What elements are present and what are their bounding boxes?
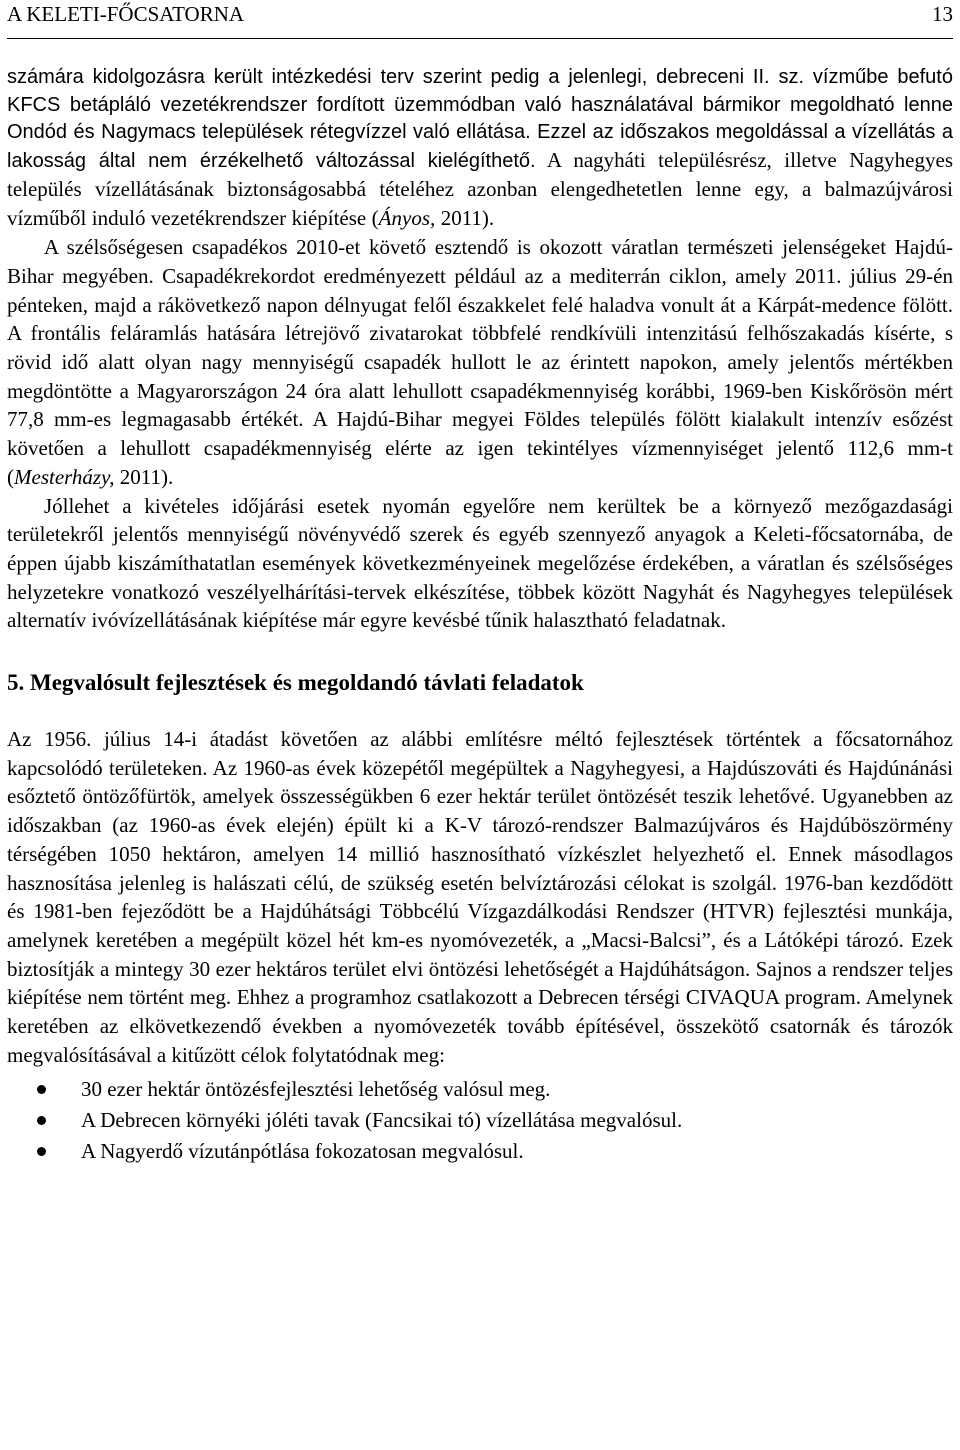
bullet-icon bbox=[37, 1147, 46, 1156]
citation-mesterhazy: Mesterházy, bbox=[14, 464, 115, 489]
bullet-icon bbox=[37, 1085, 46, 1094]
document-page bbox=[7, 0, 953, 1167]
paragraph-developments: Az 1956. július 14-i átadást követően az alábbi említésre méltó fejlesztések történtek a főcsatornához kapcsolódó területeken. Az 1960-as évek közepétől megépültek a Nagyhegyesi, a Hajdúszováti és Hajdúnánási esőztető öntözőfürtök, amelyek összességükben 6 ezer hektár terület öntözését teszik lehetővé. Ugyanebben az időszakban (az 1960-as évek elején) épült ki a K-V tározó-rendszer Balmazújváros és Hajdúböszörmény térségében 1050 hektáron, amelyen 14 millió hasznosítható vízkészlet helyezhető el. Ennek másodlagos hasznosítása jelenleg is halászati célú, de szükség esetén belvíztározási célokat is szolgál. 1976-ban kezdődött és 1981-ben fejeződött be a Hajdúhátsági Többcélú Vízgazdálkodási Rendszer (HTVR) fejlesztési munkája, amelynek keretében a megépült közel hét km-es nyomóvezeték, a „Macsi-Balcsi”, és a Látóképi tározó. Ezek biztosítják a mintegy 30 ezer hektáros terület elvi öntözési lehetőségét a Hajdúhátságon. Sajnos a rendszer teljes kiépítése nem történt meg. Ehhez a programhoz csatlakozott a Debrecen térségi CIVAQUA program. Amelynek keretében az elkövetkezendő években a nyomóvezeték tovább építésével, összekötő csatornák és tározók megvalósításával a kitűzött célok folytatódnak meg: bbox=[7, 727, 953, 1067]
running-header bbox=[7, 0, 953, 39]
paragraph-water-supply bbox=[7, 64, 953, 233]
list-item bbox=[7, 1105, 953, 1136]
bullet-icon bbox=[37, 1116, 46, 1125]
paragraph-sans-text: számára kidolgozásra került intézkedési terv szerint pedig a jelenlegi, debreceni II. sz. vízműbe befutó KFCS betápláló vezetékrendszer fordított üzemmódban való használatával bármikor megoldható lenne Ondód és Nagymacs települések rétegvízzel való ellátása. Ezzel az időszakos megoldással a vízellátás a lakosság által nem érzékelhető változással kielégíthető. bbox=[7, 66, 953, 173]
paragraph-rainfall-text: A szélsőségesen csapadékos 2010-et követő esztendő is okozott váratlan természeti jelenségeket Hajdú-Bihar megyében. Csapadékrekordot eredményezett például az a mediterrán ciklon, amely 2011. július 29-én pénteken, majd a rákövetkező napon délnyugat felől északkelet felé haladva vonult át a Kárpát-medence fölött. A frontális feláramlás hatására létrejövő zivatarokat többfelé rendkívüli intenzitású felhőszakadás kísérte, s rövid idő alatt olyan nagy mennyiségű csapadék hullott le az érintett napokon, amely jelentős mértékben megdöntötte a Magyarországon 24 óra alatt lehullott csapadékmennyiség korábbi, 1969-ben Kiskőrösön mért 77,8 mm-es legmagasabb értékét. A Hajdú-Bihar megyei Földes település fölött kialakult intenzív esőzést követően a lehullott csapadékmennyiség elérte az igen tekintélyes vízmennyiséget jelentő 112,6 mm-t ( bbox=[7, 235, 953, 489]
citation-anyos: Ányos, bbox=[378, 205, 436, 230]
section-heading: 5. Megvalósult fejlesztések és megoldandó távlati feladatok bbox=[7, 670, 584, 696]
list-item bbox=[7, 1074, 953, 1105]
paragraph-risk: Jóllehet a kivételes időjárási esetek nyomán egyelőre nem kerültek be a környező mezőgazdasági területekről jelentős mennyiségű növényvédő szerek és egyéb szennyező anyagok a Keleti-főcsatornába, de éppen újabb kiszámíthatatlan események következményeinek megelőzése érdekében, a váratlan és szélsőséges helyzetekre vonatkozó veszélyelhárítási-tervek elkészítése, többek között Nagyhát és Nagyhegyes települések alternatív ivóvízellátásának kiépítése már egyre kevésbé tűnik halasztható feladatnak. bbox=[7, 493, 953, 633]
list-item-text: A Debrecen környéki jóléti tavak (Fancsikai tó) vízellátása megvalósul. bbox=[81, 1107, 683, 1132]
paragraph-rainfall bbox=[7, 233, 953, 491]
citation-year: 2011). bbox=[114, 464, 174, 489]
list-item-text: 30 ezer hektár öntözésfejlesztési lehetőség valósul meg. bbox=[81, 1076, 551, 1101]
list-item bbox=[7, 1136, 953, 1167]
citation-year: 2011). bbox=[435, 205, 495, 230]
chapter-title: A KELETI-FŐCSATORNA bbox=[7, 2, 245, 26]
goals-list bbox=[7, 1074, 953, 1167]
body-text bbox=[7, 39, 953, 1167]
list-item-text: A Nagyerdő vízutánpótlása fokozatosan megvalósul. bbox=[81, 1138, 524, 1163]
paragraph-serif-text: A nagyháti településrész, illetve Nagyhegyes település vízellátásának biztonságosabbá tételéhez azonban elengedhetetlen lenne egy, a balmazújvárosi vízműből induló vezetékrendszer kiépítése ( bbox=[7, 148, 954, 230]
page-number: 13 bbox=[932, 2, 953, 26]
